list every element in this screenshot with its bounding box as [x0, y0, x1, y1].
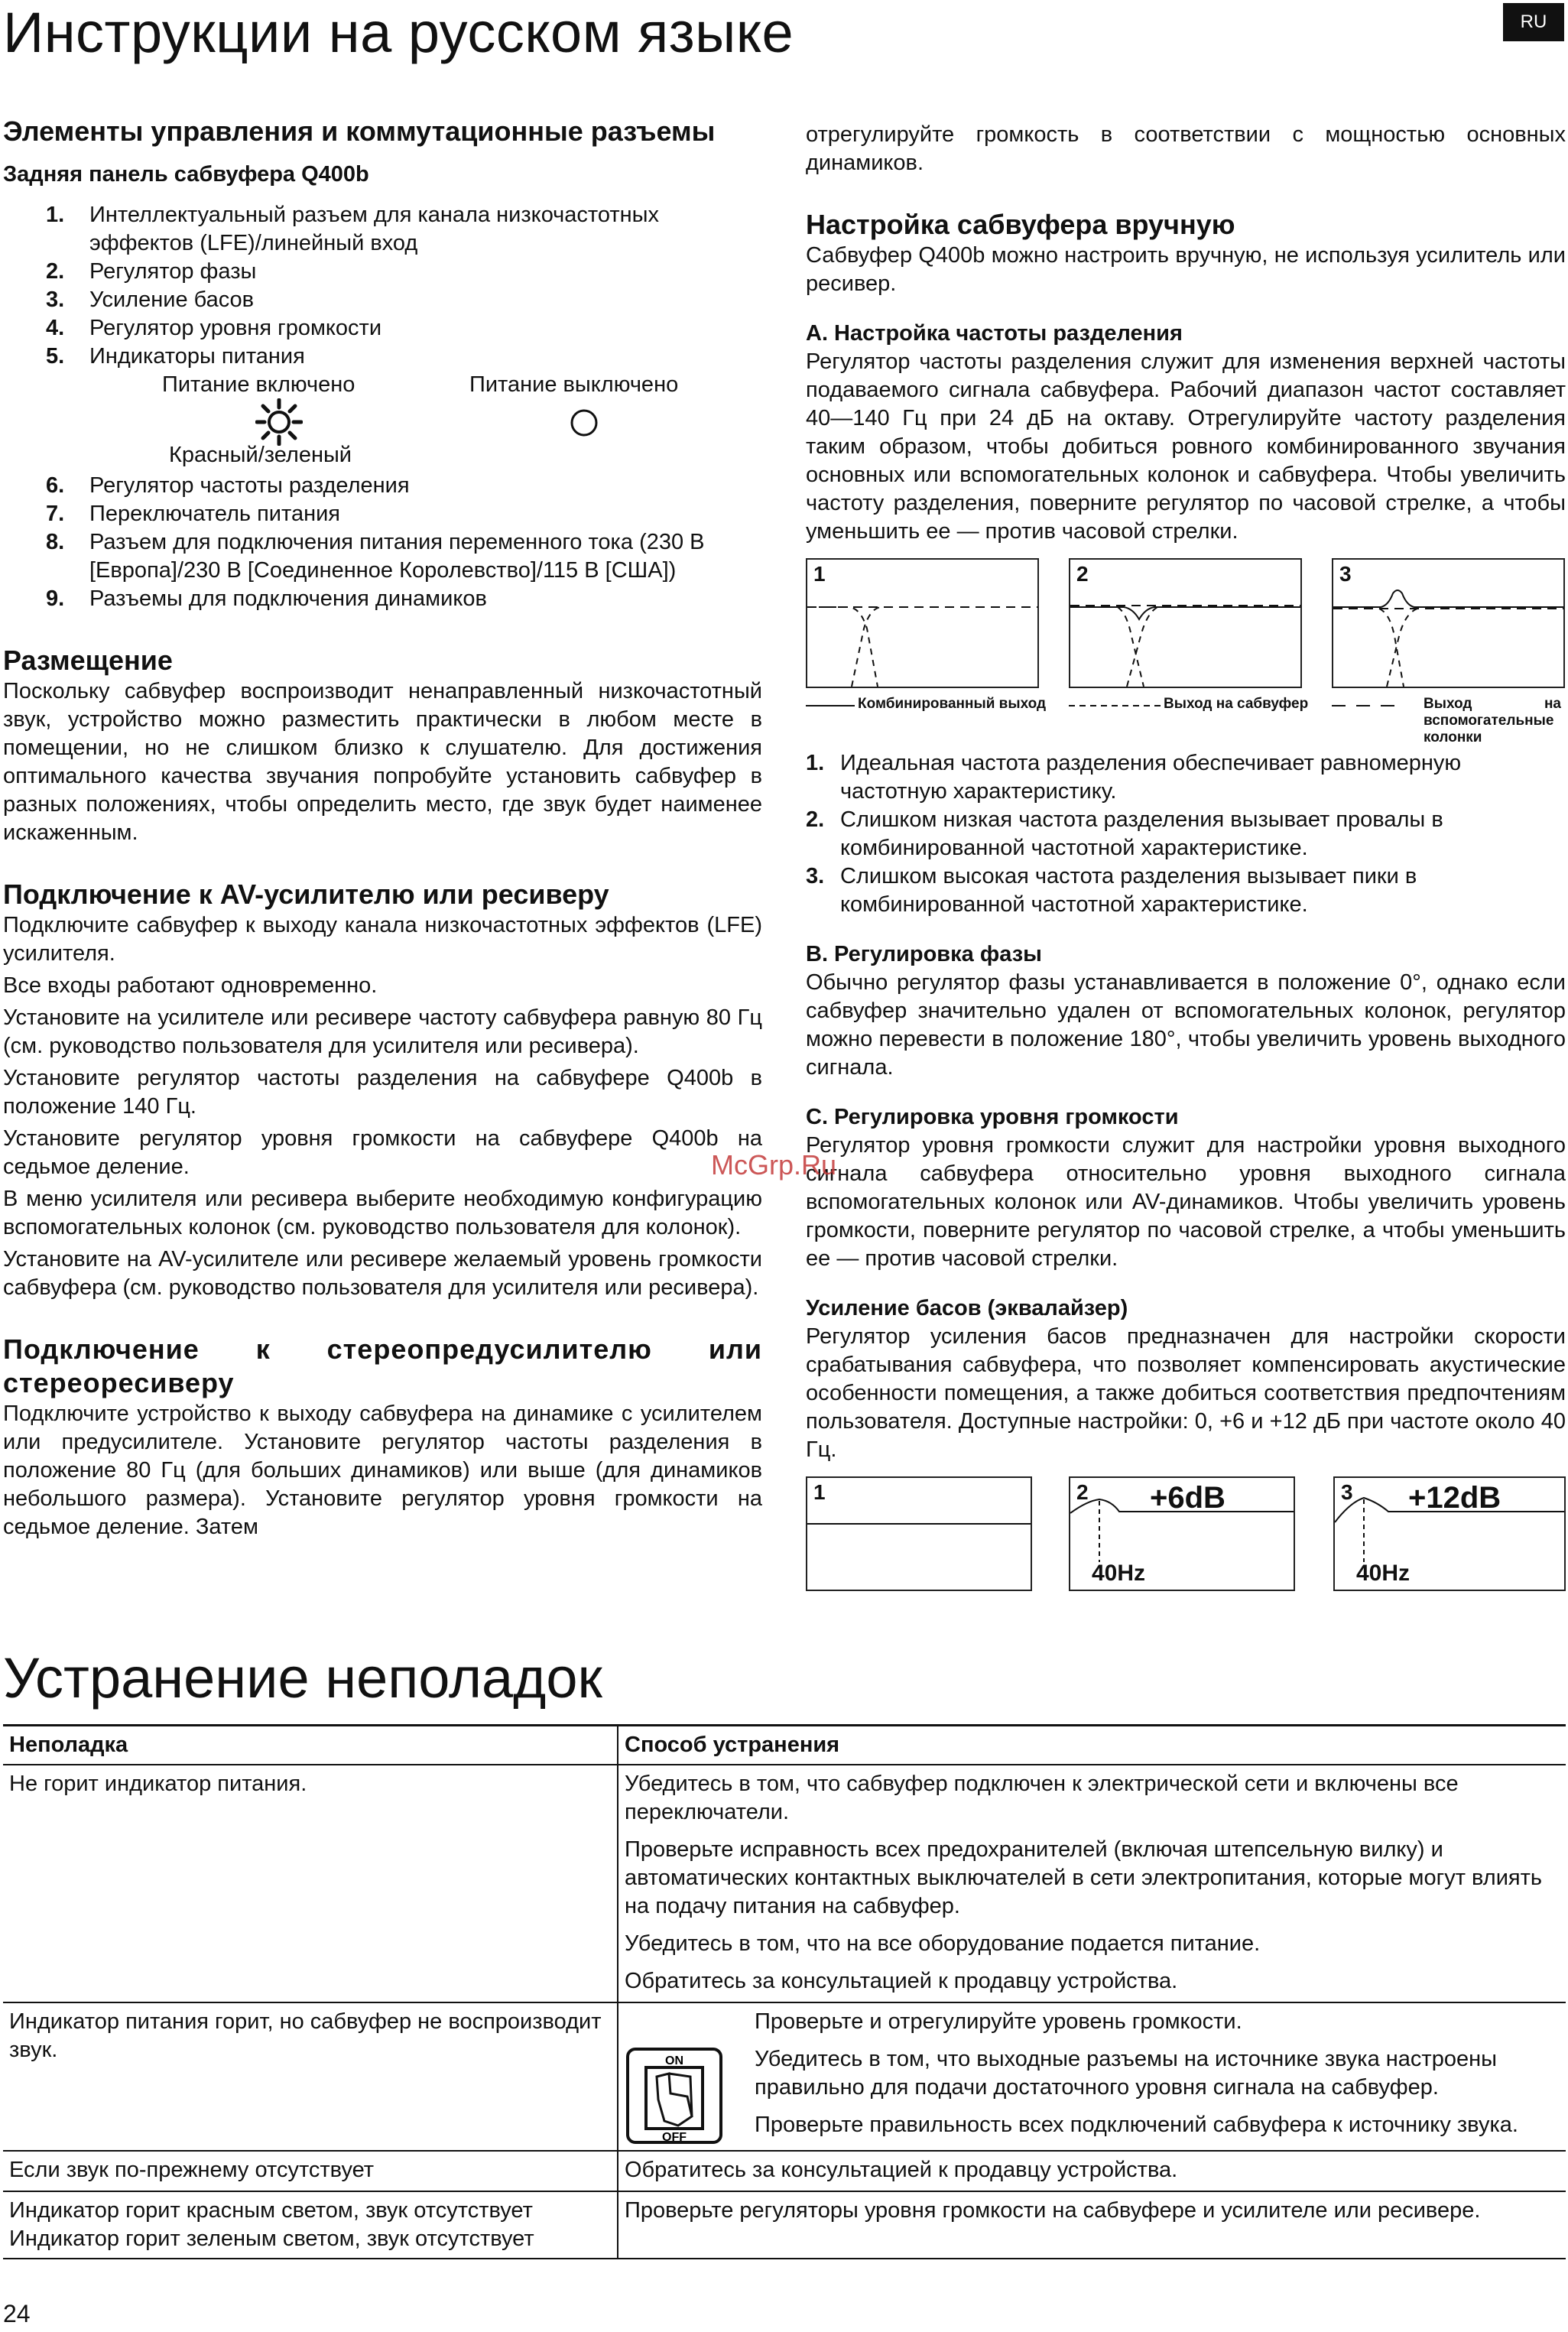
av-paragraph: Подключите сабвуфер к выходу канала низкочастотных эффектов (LFE) усилителя. [3, 913, 762, 966]
list-item: 1. Интеллектуальный разъем для канала низкочастотных эффектов (LFE)/линейный вход [46, 203, 660, 255]
av-paragraph: Установите регулятор уровня громкости на сабвуфере Q400b на седьмое деление. [3, 1126, 762, 1179]
crossover-list [806, 749, 1566, 919]
legend-combined: Комбинированный выход [858, 696, 1047, 712]
page-number: 24 [3, 2300, 31, 2327]
eq-diagram-plus12: 3 +12dB 40Hz [1333, 1476, 1566, 1591]
stereo-text: Подключите устройство к выходу сабвуфера на динамике с усилителем или предусилителе. Установите регулятор частоты разделения в положение 80 Гц (для больших динамиков) или выше (для динамиков небольшого размера). Установите регулятор уровня громкости на седьмое деление. Затем [3, 1401, 762, 1539]
eq-freq-label: 40Hz [1092, 1561, 1146, 1586]
list-item: 5. Индикаторы питания [46, 344, 305, 369]
power-on-icon [255, 398, 303, 446]
switch-off-label: OFF [662, 2131, 687, 2144]
problem-cell: Не горит индикатор питания. [3, 1765, 618, 2002]
list-item: 3. Слишком высокая частота разделения вызывает пики в комбинированной частотной характеристике. [806, 864, 1417, 917]
list-item: 2. Регулятор фазы [46, 259, 257, 284]
legend-aux: Выход на вспомогательные колонки [1424, 696, 1561, 745]
power-indicators [3, 371, 762, 472]
av-heading: Подключение к AV-усилителю или ресиверу [3, 879, 609, 910]
controls-heading: Элементы управления и коммутационные разъемы [3, 115, 716, 147]
av-paragraph: Установите регулятор частоты разделения на сабвуфере Q400b в положение 140 Гц. [3, 1066, 762, 1119]
problem-cell: Индикатор питания горит, но сабвуфер не воспроизводит звук. [3, 2002, 618, 2151]
eq-freq-label: 40Hz [1356, 1561, 1411, 1586]
av-paragraph: Установите на усилителе или ресивере частоту сабвуфера равную 80 Гц (см. руководство пользователя для усилителя или ресивера). [3, 1005, 762, 1058]
eq-gain-label: +12dB [1408, 1481, 1501, 1515]
list-item: 8. Разъем для подключения питания переменного тока (230 В [Европа]/230 В [Соединенное Королевство]/115 В [США]) [46, 530, 705, 583]
power-off-icon [569, 408, 599, 438]
list-item: 2. Слишком низкая частота разделения вызывает провалы в комбинированной частотной характеристике. [806, 807, 1443, 860]
legend-long-dash-icon [1332, 703, 1405, 708]
list-item: 4. Регулятор уровня громкости [46, 316, 382, 340]
bass-heading: Усиление басов (эквалайзер) [806, 1296, 1128, 1320]
phase-heading: B. Регулировка фазы [806, 942, 1042, 966]
problem-cell: Индикатор горит красным светом, звук отсутствует Индикатор горит зеленым светом, звук отсутствует [3, 2191, 618, 2259]
manual-setup-text: Сабвуфер Q400b можно настроить вручную, не используя усилитель или ресивер. [806, 243, 1566, 296]
crossover-heading: A. Настройка частоты разделения [806, 321, 1183, 346]
eq-diagram-plus6: 2 +6dB 40Hz [1069, 1476, 1295, 1591]
table-row [3, 2002, 1566, 2151]
solution-cell: Обратитесь за консультацией к продавцу устройства. [618, 2151, 1566, 2191]
power-off-label: Питание выключено [469, 372, 679, 397]
troubleshooting-title: Устранение неполадок [3, 1646, 602, 1710]
legend-solid-line-icon [806, 703, 855, 708]
troubleshooting-table [3, 1724, 1566, 2259]
problem-cell: Если звук по-прежнему отсутствует [3, 2151, 618, 2191]
legend-sub: Выход на сабвуфер [1164, 696, 1309, 712]
rear-panel-heading: Задняя панель сабвуфера Q400b [3, 162, 369, 187]
power-on-label: Питание включено [162, 372, 355, 397]
list-item: 9. Разъемы для подключения динамиков [46, 586, 487, 611]
table-row [3, 2191, 1566, 2259]
crossover-diagram-high: 3 [1332, 558, 1565, 688]
watermark: McGrp.Ru [711, 1149, 837, 1181]
column-header-solution: Способ устранения [618, 1726, 1566, 1765]
bass-text: Регулятор усиления басов предназначен для настройки скорости срабатывания сабвуфера, что позволяет компенсировать акустические особенности помещения, а также добиться соответствия предпочтениям пользователя. Доступные настройки: 0, +6 и +12 дБ при частоте около 40 Гц. [806, 1324, 1566, 1462]
placement-heading: Размещение [3, 645, 173, 676]
column-header-problem: Неполадка [3, 1726, 618, 1765]
eq-diagram-flat: 1 [806, 1476, 1032, 1591]
solution-cell: ON OFF Проверьте и отрегулируйте уровень громкости. Убедитесь в том, что выходные разъемы на источнике звука настроены правильно для подачи достаточного уровня сигнала на сабвуфер. Проверьте правильность всех подключений сабвуфера к источнику звука. [618, 2002, 1566, 2151]
solution-cell: Убедитесь в том, что сабвуфер подключен к электрической сети и включены все переключатели. Проверьте исправность всех предохранителей (включая штепсельную вилку) и автоматических контактных выключателей в сети электропитания, которые могут влиять на подачу питания на сабвуфер. Убедитесь в том, что на все оборудование подается питание. Обратитесь за консультацией к продавцу устройства. [618, 1765, 1566, 2002]
power-on-color-label: Красный/зеленый [169, 443, 352, 467]
crossover-diagrams [806, 558, 1566, 749]
volume-text: Регулятор уровня громкости служит для настройки уровня выходного сигнала сабвуфера относительно уровня выходного сигнала вспомогательных колонок или AV-динамиков. Чтобы увеличить уровень громкости, поверните регулятор по часовой стрелке, а чтобы уменьшить ее — против часовой стрелки. [806, 1133, 1566, 1271]
legend-dashed-line-icon [1069, 703, 1161, 708]
controls-list-b [3, 472, 762, 613]
solution-cell: Проверьте регуляторы уровня громкости на сабвуфере и усилителе или ресивере. [618, 2191, 1566, 2259]
phase-text: Обычно регулятор фазы устанавливается в положение 0°, однако если сабвуфер значительно удален от вспомогательных колонок, регулятор можно перевести в положение 180°, чтобы увеличить уровень выходного сигнала. [806, 970, 1566, 1080]
crossover-text: Регулятор частоты разделения служит для изменения верхней частоты подаваемого сигнала сабвуфера. Рабочий диапазон частот составляет 40—140 Гц при 24 дБ на октаву. Отрегулируйте частоту разделения таким образом, чтобы добиться ровного комбинированного звучания основных или вспомогательных колонок и сабвуфера. Чтобы увеличить частоту разделения, поверните регулятор по часовой стрелке, а чтобы уменьшить ее — против часовой стрелки. [806, 349, 1566, 544]
list-item: 1. Идеальная частота разделения обеспечивает равномерную частотную характеристику. [806, 751, 1462, 804]
table-row [3, 1765, 1566, 2002]
table-header-row [3, 1726, 1566, 1765]
av-paragraph: Все входы работают одновременно. [3, 973, 378, 998]
controls-list-a [3, 201, 762, 371]
list-item: 7. Переключатель питания [46, 502, 340, 526]
language-badge: RU [1503, 3, 1564, 41]
crossover-diagram-low: 2 [1069, 558, 1302, 688]
av-paragraph: Установите на AV-усилителе или ресивере желаемый уровень громкости сабвуфера (см. руководство пользователя для усилителя или ресивера). [3, 1247, 762, 1300]
list-item: 6. Регулятор частоты разделения [46, 473, 410, 498]
av-paragraph: В меню усилителя или ресивера выберите необходимую конфигурацию вспомогательных колонок (см. руководство пользователя для колонок). [3, 1187, 762, 1239]
right-column [806, 121, 1566, 1606]
list-item: 3. Усиление басов [46, 287, 255, 312]
placement-text: Поскольку сабвуфер воспроизводит ненаправленный низкочастотный звук, устройство можно разместить практически в любом месте в помещении, но не слишком близко к слушателю. Для достижения оптимального качества звучания попробуйте установить сабвуфер в разных положениях, чтобы определить место, где звук будет наименее искаженным. [3, 679, 762, 845]
bass-eq-diagrams [806, 1476, 1566, 1606]
switch-on-label: ON [665, 2054, 683, 2067]
left-column [3, 115, 762, 1541]
table-row [3, 2151, 1566, 2191]
stereo-continued-text: отрегулируйте громкость в соответствии с мощностью основных динамиков. [806, 122, 1566, 175]
page-title: Инструкции на русском языке [3, 1, 794, 64]
volume-heading: C. Регулировка уровня громкости [806, 1105, 1179, 1129]
power-switch-icon [625, 2046, 724, 2145]
stereo-heading: Подключение к стереопредусилителю или стереоресиверу [3, 1333, 762, 1398]
crossover-diagram-ideal: 1 [806, 558, 1039, 688]
manual-setup-heading: Настройка сабвуфера вручную [806, 209, 1235, 240]
eq-gain-label: +6dB [1150, 1481, 1226, 1515]
